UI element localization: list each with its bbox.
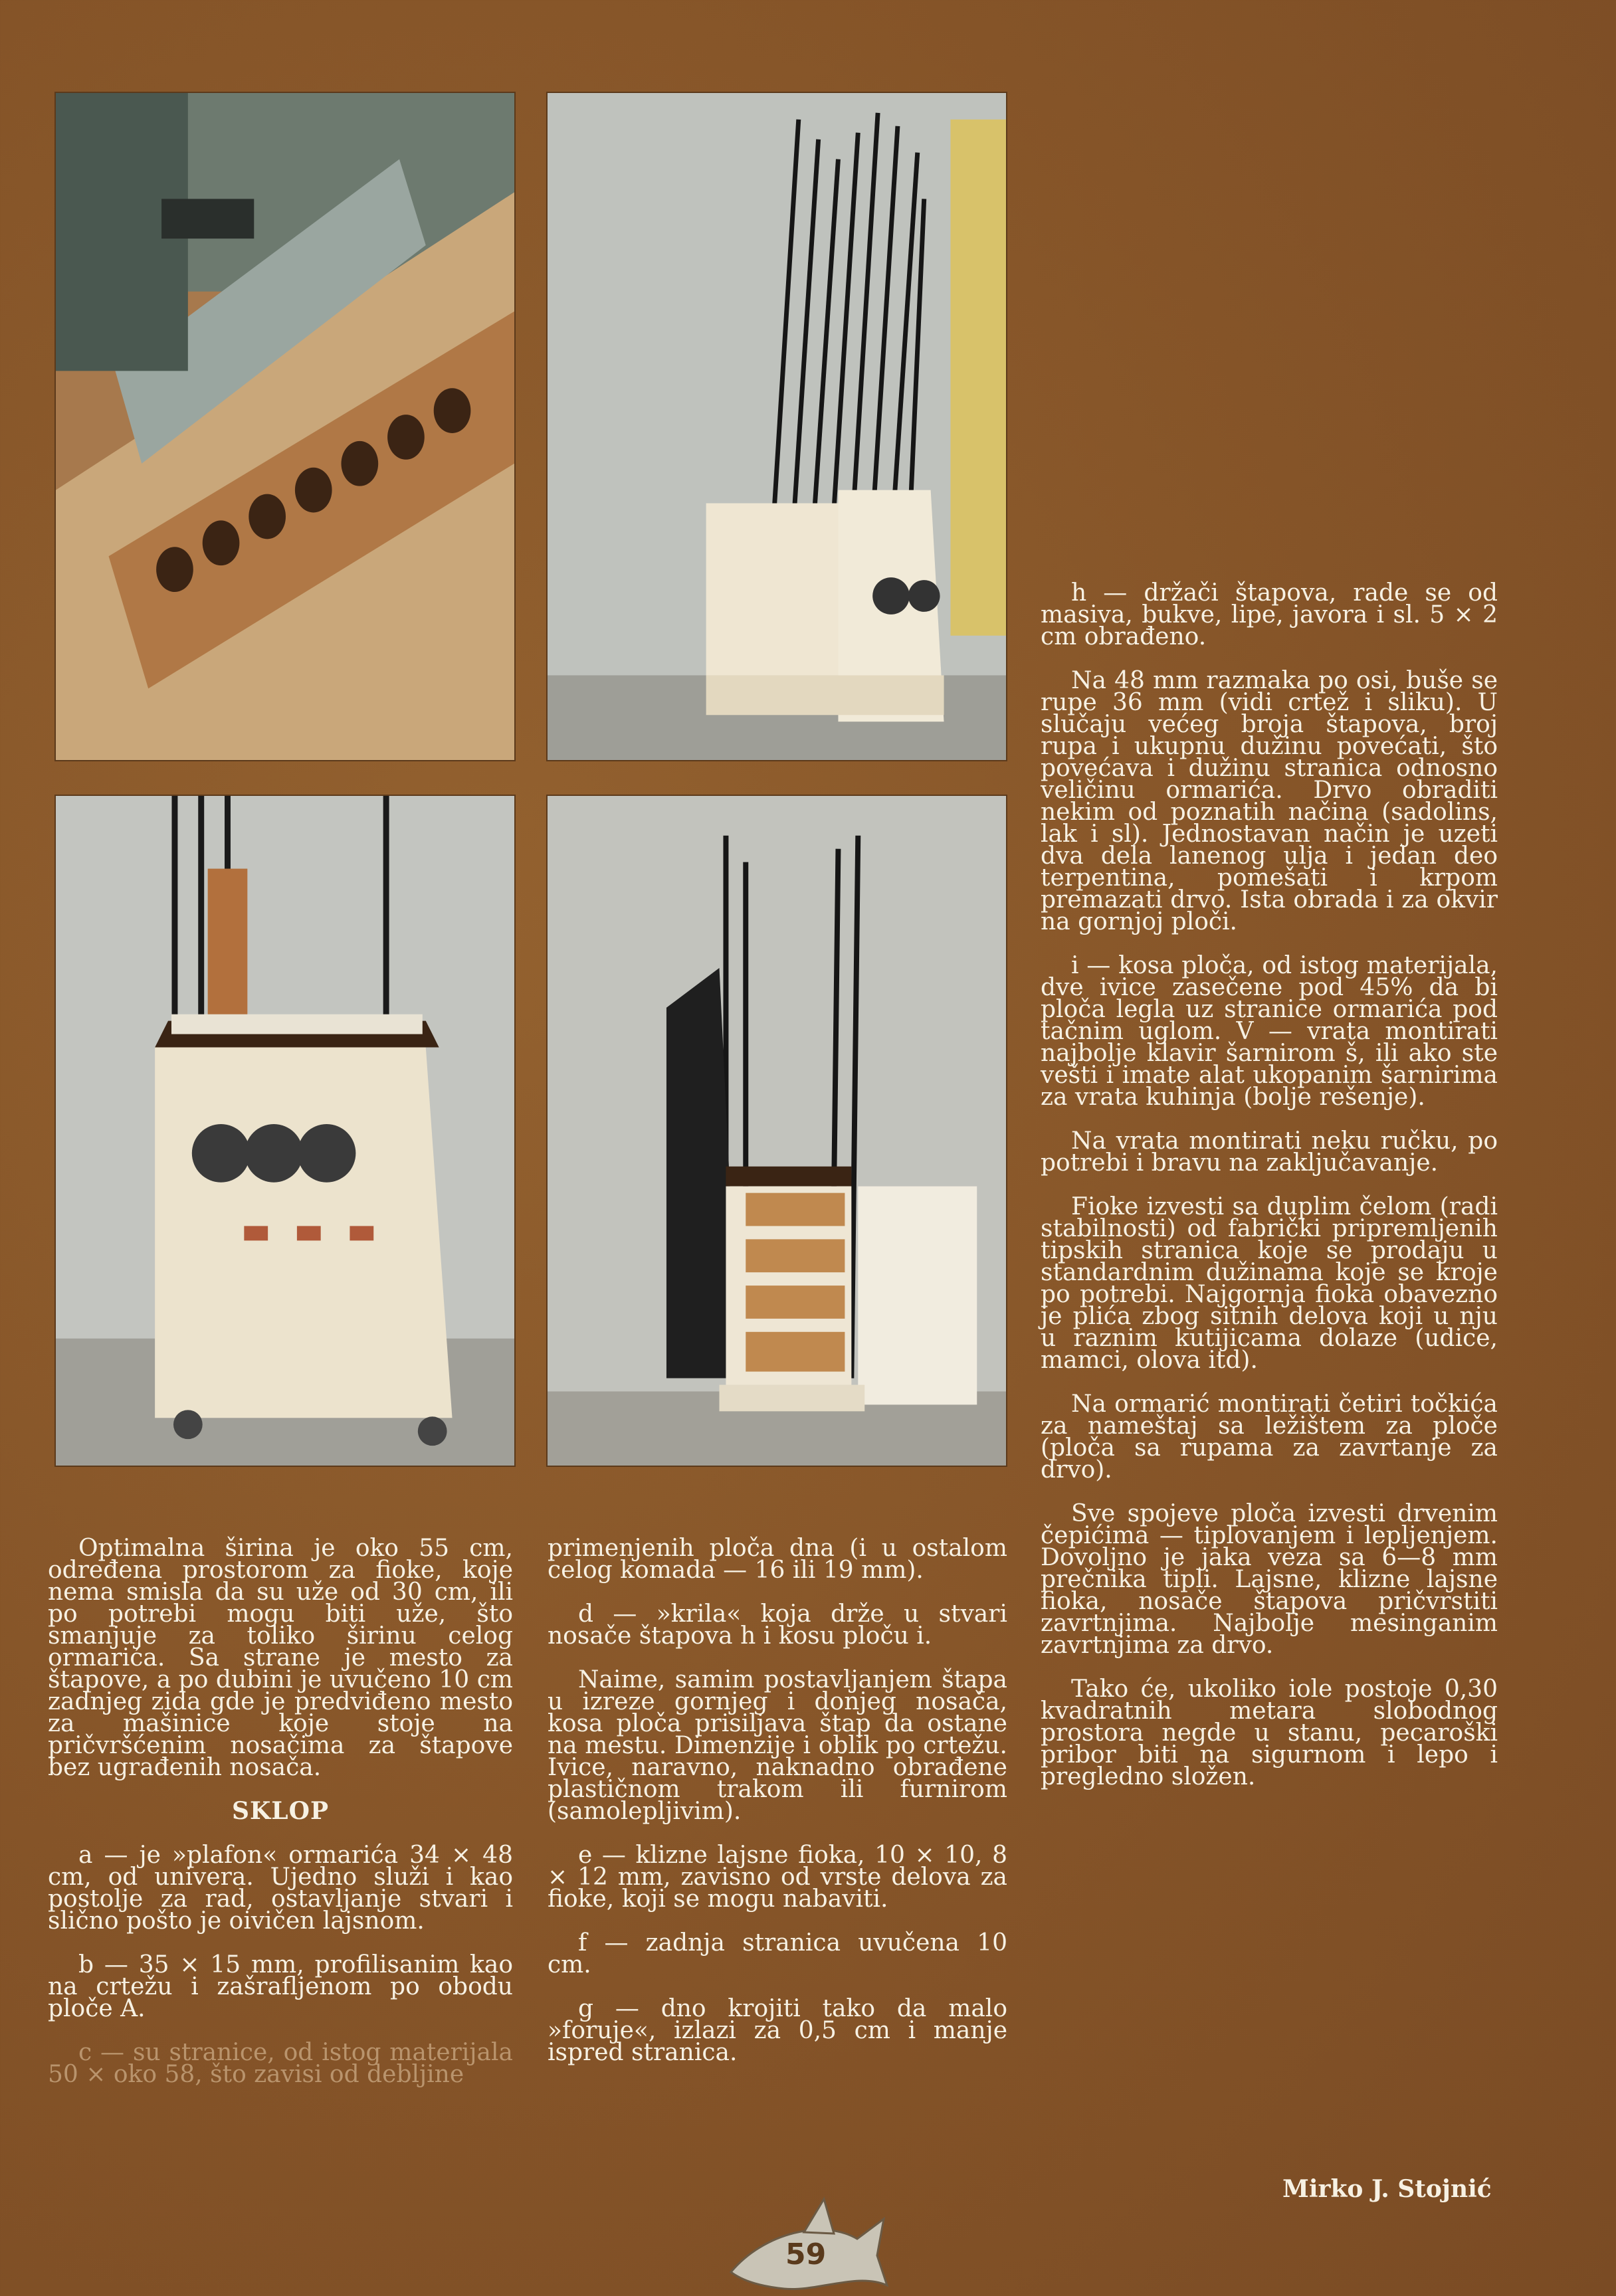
col3-paragraph-6: Na ormarić montirati četiri točkića za nameštaj sa ležištem za ploče (ploča sa rupama za zavrtanje za drvo). (1041, 1390, 1498, 1483)
col3-paragraph-2: Na 48 mm razmaka po osi, buše se rupe 36 mm (vidi crtež i sliku). U slučaju većeg broja štapova, broj rupa i ukupnu dužinu povećati, što povećava i dužinu stranica odnosno veličinu ormarića. Drvo obraditi nekim od poznatih načina (sadolins, lak i sl). Jednostavan način je uzeti dva dela lanenog ulja i jedan deo terpentina, pomešati i krpom premazati drvo. Ista obrada i za okvir na gornjoj ploči. (1041, 667, 1498, 935)
section-heading-sklop: SKLOP (231, 1797, 330, 1825)
photo-cabinet-reels (54, 795, 516, 1467)
col2-paragraph-6: g — dno krojiti tako da malo »foruje«, izlazi za 0,5 cm i manje ispred stranica. (548, 1995, 1007, 2066)
col3-paragraph-5: Fioke izvesti sa duplim čelom (radi stabilnosti) od fabrički pripremljenih tipskih stranica koje se prodaju u standardnim dužinama koje se kroje po potrebi. Najgornja fioka obavezno je plića zbog sitnih delova koji u nju u raznim kutijicama dolaze (udice, mamci, olova itd). (1041, 1193, 1498, 1374)
col3-paragraph-1: h — držači štapova, rade se od masiva, bukve, lipe, javora i sl. 5 × 2 cm obrađeno. (1041, 579, 1498, 650)
photo-rod-holder-drilling (54, 92, 516, 761)
col2-paragraph-2: d — »krila« koja drže u stvari nosače štapova h i kosu ploču i. (548, 1600, 1007, 1650)
col2-paragraph-3: Naime, samim postavljanjem štapa u izreze gornjeg i donjeg nosača, kosa ploča prisiljava štap da ostane na mestu. Dimenzije i oblik po crtežu. Ivice, naravno, naknadno obrađene plastičnom trakom ili furnirom (samolepljivim). (548, 1666, 1007, 1825)
col3-paragraph-3: i — kosa ploča, od istog materijala, dve ivice zasečene pod 45% da bi ploča legla uz stranice ormarića pod tačnim uglom. V — vrata montirati najbolje klavir šarnirom š, ili ako ste vešti i imate alat ukopanim šarnirima za vrata kuhinja (bolje rešenje). (1041, 952, 1498, 1111)
col1-paragraph-4: c — su stranice, od istog materijala 50 × oko 58, što zavisi od debljine (48, 2039, 513, 2088)
col1-paragraph-2: a — je »plafon« ormarića 34 × 48 cm, od univera. Ujedno služi i kao postolje za rad, ostavljanje stvari i slično pošto je oivičen lajsnom. (48, 1842, 513, 1935)
photo-cabinet-drawers-open (546, 795, 1007, 1467)
col1-paragraph-3: b — 35 × 15 mm, profilisanim kao na crtežu i zašrafljenom po obodu ploče A. (48, 1951, 513, 2022)
column-2 (548, 1537, 1007, 2085)
photo-rod-cabinet-full (546, 92, 1007, 761)
page-number: 59 (785, 2238, 827, 2271)
col3-paragraph-8: Tako će, ukoliko iole postoje 0,30 kvadratnih metara slobodnog prostora negde u stanu, pecaroški pribor biti na sigurnom i lepo i pregledno složen. (1041, 1675, 1498, 1790)
col2-paragraph-1: primenjenih ploča dna (i u ostalom celog komada — 16 ili 19 mm). (548, 1535, 1007, 1584)
page-number-badge (724, 2192, 890, 2296)
col3-paragraph-4: Na vrata montirati neku ručku, po potrebi i bravu na zaključavanje. (1041, 1127, 1498, 1177)
column-1 (48, 1537, 513, 2107)
column-3 (1041, 579, 1498, 1810)
author-signature: Mirko J. Stojnić (1282, 2175, 1492, 2203)
col3-paragraph-7: Sve spojeve ploča izvesti drvenim čepićima — tiplovanjem i lepljenjem. Dovoljno je jaka veza sa 6—8 mm prečnika tipli. Lajsne, klizne lajsne fioka, nosače štapova pričvrstiti zavrtnjima. Najbolje mesinganim zavrtnjima za drvo. (1041, 1500, 1498, 1659)
col2-paragraph-4: e — klizne lajsne fioka, 10 × 10, 8 × 12 mm, zavisno od vrste delova za fioke, koji se mogu nabaviti. (548, 1842, 1007, 1913)
col1-paragraph-1: Optimalna širina je oko 55 cm, određena prostorom za fioke, koje nema smisla da su uže od 30 cm, ili po potrebi mogu biti uže, što smanjuje za toliko širinu celog ormarića. Sa strane je mesto za štapove, a po dubini je uvučeno 10 cm zadnjeg zida gde je predviđeno mesto za mašinice koje stoje na pričvršćenim nosačima za štapove bez ugrađenih nosača. (48, 1535, 513, 1781)
col2-paragraph-5: f — zadnja stranica uvučena 10 cm. (548, 1929, 1007, 1978)
